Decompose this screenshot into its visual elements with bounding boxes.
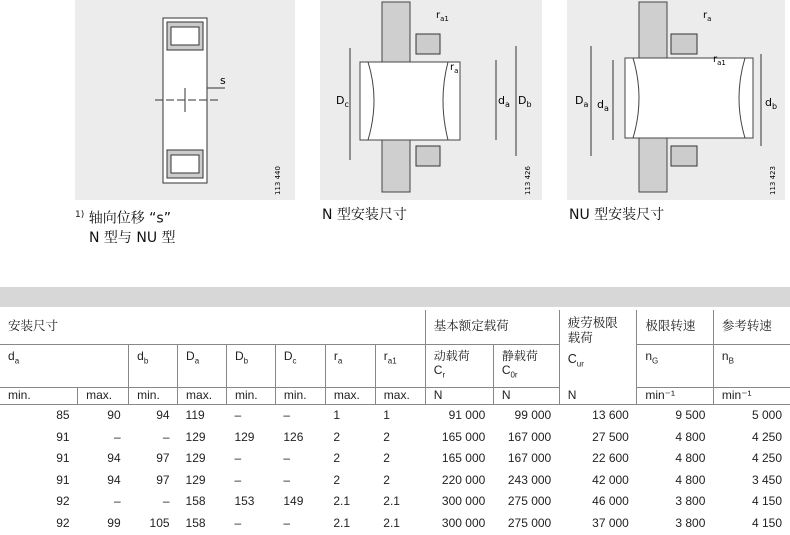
table-cell: 300 000 [441, 515, 486, 530]
table-cell: 119 [185, 408, 205, 422]
label-db: $d_b$ [765, 96, 778, 111]
table-cell: 99 000 [514, 408, 552, 422]
table-cell: 2 [383, 451, 390, 465]
table-cell: – [234, 472, 242, 487]
table-cell: 92 [56, 515, 70, 530]
group-fatigue-limit-load: 疲劳极限载荷 $C_{ur}$ [559, 310, 637, 388]
table-cell: 4 150 [751, 515, 782, 530]
table-cell: 165 000 [441, 429, 486, 444]
table-cell: 27 500 [592, 429, 629, 444]
table-cell: 42 000 [592, 472, 629, 487]
table-cell: 90 [107, 408, 121, 422]
table-cell: – [283, 515, 291, 530]
unit-cell: min. [226, 388, 275, 405]
table-cell: 4 150 [751, 494, 782, 508]
label-da: $d_a$ [597, 98, 609, 113]
caption-n-type: N 型安装尺寸 [322, 207, 407, 223]
table-cell: 4 800 [675, 472, 706, 487]
table-row [0, 513, 790, 535]
table-cell: – [162, 429, 170, 444]
table-cell: 3 450 [751, 472, 782, 487]
table-cell: 153 [234, 494, 255, 508]
nu-type-mounting-drawing [567, 0, 785, 200]
label-s: s [220, 74, 226, 87]
unit-cell: min. [129, 388, 178, 405]
label-ra1: $r_{a1}$ [713, 54, 726, 67]
group-basic-load-rating: 基本额定载荷 [425, 310, 559, 345]
col-nB: $n_B$ [713, 345, 790, 388]
figure-n-type-mounting [320, 0, 542, 200]
col-Db: $D_b$ [226, 345, 275, 388]
table-cell: 129 [185, 451, 206, 465]
table-cell: 46 000 [592, 494, 629, 508]
caption-axial-displacement: $^{1)}$ 轴向位移 “s” N 型与 NU 型 [75, 210, 176, 246]
table-cell: – [234, 408, 242, 422]
label-da-outer: $D_a$ [575, 94, 589, 109]
label-dc: $D_c$ [336, 94, 349, 109]
table-cell: 2.1 [333, 515, 351, 530]
unit-cell: max. [178, 388, 227, 405]
col-da: $d_a$ [0, 345, 129, 388]
table-cell: 2 [333, 451, 341, 465]
col-ra1: $r_{a1}$ [375, 345, 425, 388]
table-cell: 94 [107, 451, 121, 465]
table-cell: 275 000 [507, 515, 552, 530]
table-cell: – [113, 494, 121, 508]
table-cell: 149 [283, 494, 304, 508]
n-type-mounting-drawing [320, 0, 542, 200]
table-cell: 167 000 [507, 451, 552, 465]
table-cell: – [234, 451, 242, 465]
table-cell: 243 000 [507, 472, 552, 487]
table-cell: 2.1 [333, 494, 351, 508]
table-cell: 97 [156, 451, 170, 465]
unit-cell: max. [78, 388, 129, 405]
table-cell: 91 [56, 472, 70, 487]
table-cell: 13 600 [592, 408, 629, 422]
figure-id: 113 426 [524, 166, 532, 195]
table-cell: 2.1 [383, 515, 400, 530]
col-Da: $D_a$ [178, 345, 227, 388]
table-cell: 129 [185, 472, 206, 487]
table-cell: 158 [185, 515, 206, 530]
table-cell: 4 800 [675, 429, 706, 444]
table-cell: 4 800 [675, 451, 706, 465]
col-static-load: 静载荷 $C_{0r}$ [493, 345, 559, 388]
group-limiting-speed: 极限转速 [637, 310, 714, 345]
table-cell: 300 000 [441, 494, 486, 508]
table-cell: 91 [56, 429, 70, 444]
table-row [0, 448, 790, 470]
table-cell: 275 000 [507, 494, 552, 508]
table-cell: 22 600 [592, 451, 629, 465]
table-row [0, 405, 790, 427]
table-cell: 129 [185, 429, 206, 444]
table-cell: 92 [56, 494, 70, 508]
table-cell: 126 [283, 429, 304, 444]
unit-cell: N [559, 388, 637, 405]
table-row [0, 470, 790, 492]
unit-cell: min⁻¹ [713, 388, 790, 405]
table-cell: 94 [107, 472, 121, 487]
table-cell: 3 800 [675, 515, 706, 530]
group-install-dimensions: 安装尺寸 [0, 310, 425, 345]
table-row [0, 491, 790, 513]
label-db: $D_b$ [518, 94, 532, 109]
table-cell: 5 000 [751, 408, 782, 422]
table-cell: – [283, 451, 291, 465]
label-da: $d_a$ [498, 94, 510, 109]
units-row [0, 388, 790, 405]
unit-cell: min. [0, 388, 78, 405]
table-cell: 1 [333, 408, 341, 422]
table-cell: – [162, 494, 170, 508]
table-cell: 165 000 [441, 451, 486, 465]
unit-cell: max. [325, 388, 375, 405]
table-cell: 2.1 [383, 494, 400, 508]
figure-nu-type-mounting [567, 0, 785, 200]
table-cell: 2 [333, 429, 341, 444]
table-cell: 9 500 [675, 408, 706, 422]
table-cell: 85 [56, 408, 70, 422]
table-cell: 37 000 [592, 515, 629, 530]
table-cell: 220 000 [441, 472, 486, 487]
unit-cell: max. [375, 388, 425, 405]
table-cell: 158 [185, 494, 206, 508]
table-header-band [0, 287, 790, 307]
unit-cell: min⁻¹ [637, 388, 714, 405]
unit-cell: N [493, 388, 559, 405]
figure-id: 113 423 [769, 166, 777, 195]
table-cell: 105 [149, 515, 170, 530]
figure-id: 113 440 [274, 166, 282, 195]
table-cell: 91 000 [448, 408, 486, 422]
table-cell: 4 250 [751, 451, 782, 465]
label-ra1: $r_{a1}$ [436, 10, 449, 23]
table-cell: – [283, 472, 291, 487]
table-cell: 129 [234, 429, 255, 444]
col-db: $d_b$ [129, 345, 178, 388]
table-cell: 167 000 [507, 429, 552, 444]
table-cell: 97 [156, 472, 170, 487]
axial-displacement-drawing [75, 0, 295, 200]
col-Dc: $D_c$ [275, 345, 325, 388]
col-nG: $n_G$ [637, 345, 714, 388]
table-cell: – [113, 429, 121, 444]
table-cell: 1 [383, 408, 390, 422]
figure-axial-displacement [75, 0, 295, 200]
label-ra: $r_a$ [703, 10, 712, 23]
mounting-dimensions-table [0, 310, 790, 534]
table-cell: 94 [156, 408, 170, 422]
group-reference-speed: 参考转速 [713, 310, 790, 345]
col-ra: $r_a$ [325, 345, 375, 388]
unit-cell: min. [275, 388, 325, 405]
table-cell: – [283, 408, 291, 422]
label-ra: $r_a$ [450, 62, 459, 75]
table-body [0, 405, 790, 535]
unit-cell: N [425, 388, 493, 405]
table-cell: 2 [383, 472, 390, 487]
table-cell: 91 [56, 451, 70, 465]
table-cell: 2 [383, 429, 390, 444]
col-dynamic-load: 动载荷 $C_r$ [425, 345, 493, 388]
caption-nu-type: NU 型安装尺寸 [569, 207, 665, 223]
table-cell: – [234, 515, 242, 530]
table-cell: 2 [333, 472, 341, 487]
table-cell: 4 250 [751, 429, 782, 444]
table-cell: 99 [107, 515, 121, 530]
table-row [0, 427, 790, 449]
table-cell: 3 800 [675, 494, 706, 508]
